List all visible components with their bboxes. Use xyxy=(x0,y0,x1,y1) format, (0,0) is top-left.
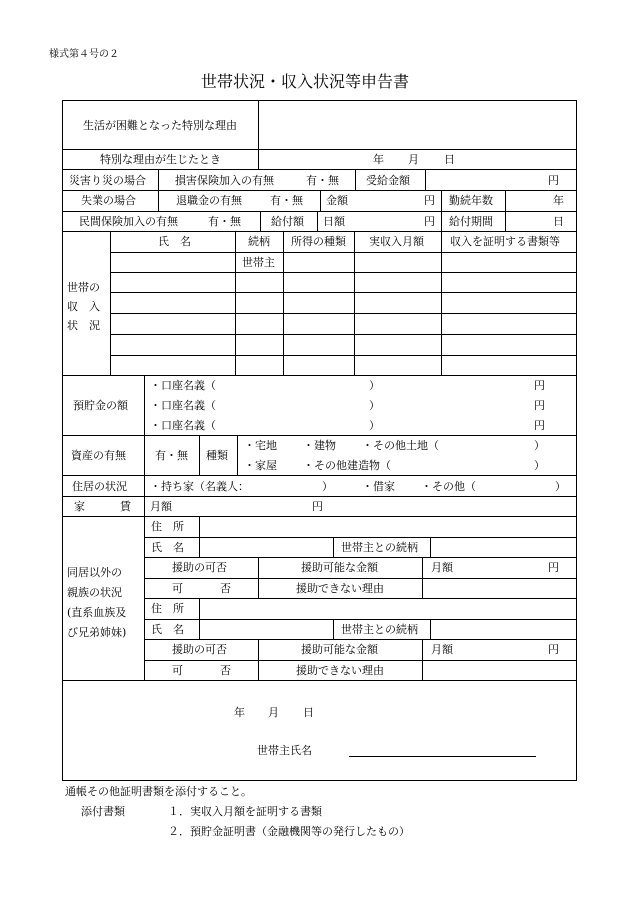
benefit-label: 給付額 xyxy=(271,215,304,228)
rent-yen: 円 xyxy=(312,500,323,513)
head-name-label: 世帯主氏名 xyxy=(257,744,312,757)
attach-note: 通帳その他証明書類を添付すること。 xyxy=(65,785,252,798)
relative1-hi[interactable]: 否 xyxy=(220,582,231,595)
form-number: 様式第４号の２ xyxy=(49,49,119,60)
relative2-hi[interactable]: 否 xyxy=(220,664,231,677)
benefit-daily-label: 日額 xyxy=(323,215,345,228)
service-years-unit: 年 xyxy=(553,194,564,207)
savings-yen-2: 円 xyxy=(534,399,545,412)
savings-close-2: ） xyxy=(369,399,380,412)
asset-other-land-close: ） xyxy=(534,439,545,452)
savings-account-1: ・口座名義（ xyxy=(150,379,216,392)
disaster-label: 災害り災の場合 xyxy=(69,174,146,187)
disaster-yen: 円 xyxy=(548,174,559,187)
savings-label: 預貯金の額 xyxy=(73,399,128,412)
savings-yen-1: 円 xyxy=(534,379,545,392)
relative1-no-reason-label: 援助できない理由 xyxy=(296,582,384,595)
relative2-amount-label: 援助可能な金額 xyxy=(301,643,378,656)
signature-year: 年 xyxy=(234,706,245,719)
retirement-yesno[interactable]: 有・無 xyxy=(270,194,303,207)
relative1-relation-label: 世帯主との続柄 xyxy=(341,541,418,554)
household-header-relation: 続柄 xyxy=(248,235,270,248)
relative2-address-label: 住 所 xyxy=(151,602,184,615)
relative1-amount-label: 援助可能な金額 xyxy=(301,561,378,574)
asset-other-structure-close: ） xyxy=(534,459,545,472)
occurred-year: 年 xyxy=(373,153,384,166)
asset-building: ・建物 xyxy=(303,439,336,452)
asset-other-structure: ・その他建造物（ xyxy=(303,459,391,472)
occurred-month: 月 xyxy=(408,153,419,166)
attach-docs-label: 添付書類 xyxy=(81,805,125,818)
relatives-section-label: 同居以外の 親族の状況 (直系血族及 び兄弟姉妹) xyxy=(67,566,127,639)
savings-close-3: ） xyxy=(369,419,380,432)
benefit-yen: 円 xyxy=(424,215,435,228)
head-name-field[interactable] xyxy=(349,740,536,756)
household-header-income-type: 所得の種類 xyxy=(291,235,346,248)
relative2-name-label: 氏 名 xyxy=(151,623,184,636)
disaster-insurance-label: 損害保険加入の有無 xyxy=(175,174,274,187)
relative2-monthly: 月額 xyxy=(431,643,453,656)
retirement-label: 退職金の有無 xyxy=(176,194,242,207)
residence-own: ・持ち家（名義人： xyxy=(150,480,249,493)
residence-other: ・その他（ xyxy=(421,480,476,493)
asset-land: ・宅地 xyxy=(244,439,277,452)
relative2-support-label: 援助の可否 xyxy=(172,643,227,656)
residence-rent: ・借家 xyxy=(362,480,395,493)
savings-close-1: ） xyxy=(369,379,380,392)
relative2-no-reason-label: 援助できない理由 xyxy=(296,664,384,677)
benefit-period-label: 給付期間 xyxy=(449,215,493,228)
relative1-address-label: 住 所 xyxy=(151,520,184,533)
rent-label-1: 家 xyxy=(74,500,85,513)
reason-label: 生活が困難となった特別な理由 xyxy=(83,119,237,132)
attach-doc-1: １．実収入月額を証明する書類 xyxy=(168,805,322,818)
retirement-amount-label: 金額 xyxy=(326,194,348,207)
household-header-name: 氏 名 xyxy=(158,235,191,248)
residence-label: 住居の状況 xyxy=(72,480,127,493)
household-header-proof-docs: 収入を証明する書類等 xyxy=(450,235,560,248)
unemployment-label: 失業の場合 xyxy=(81,194,136,207)
relative2-ka[interactable]: 可 xyxy=(172,664,183,677)
rent-monthly: 月額 xyxy=(150,500,172,513)
assets-yesno[interactable]: 有・無 xyxy=(155,449,188,462)
retirement-yen: 円 xyxy=(424,194,435,207)
reason-field[interactable] xyxy=(262,102,574,148)
private-insurance-yesno[interactable]: 有・無 xyxy=(208,215,241,228)
relative2-yen: 円 xyxy=(548,643,559,656)
assets-label: 資産の有無 xyxy=(71,449,126,462)
occurred-label: 特別な理由が生じたとき xyxy=(100,153,221,166)
savings-account-3: ・口座名義（ xyxy=(150,419,216,432)
relative1-ka[interactable]: 可 xyxy=(172,582,183,595)
household-head-relation: 世帯主 xyxy=(242,256,275,269)
rent-label-2: 賃 xyxy=(120,500,131,513)
savings-yen-3: 円 xyxy=(534,419,545,432)
savings-account-2: ・口座名義（ xyxy=(150,399,216,412)
signature-day: 日 xyxy=(303,706,314,719)
relative1-monthly: 月額 xyxy=(431,561,453,574)
attach-doc-2: ２．預貯金証明書（金融機関等の発行したもの） xyxy=(168,825,410,838)
benefit-period-unit: 日 xyxy=(553,215,564,228)
relative1-yen: 円 xyxy=(548,561,559,574)
signature-month: 月 xyxy=(268,706,279,719)
asset-other-land: ・その他土地（ xyxy=(362,439,439,452)
household-section-label: 世帯の 収 入 状 況 xyxy=(67,281,100,332)
relative1-support-label: 援助の可否 xyxy=(172,561,227,574)
relative1-name-label: 氏 名 xyxy=(151,541,184,554)
disaster-amount-label: 受給金額 xyxy=(366,174,410,187)
assets-type-label: 種類 xyxy=(206,449,228,462)
private-insurance-label: 民間保険加入の有無 xyxy=(79,215,178,228)
form-title: 世帯状況・収入状況等申告書 xyxy=(201,72,410,91)
relative2-relation-label: 世帯主との続柄 xyxy=(341,623,418,636)
occurred-day: 日 xyxy=(444,153,455,166)
service-years-label: 勤続年数 xyxy=(449,194,493,207)
residence-other-close: ） xyxy=(555,480,566,493)
disaster-yesno[interactable]: 有・無 xyxy=(306,174,339,187)
asset-house: ・家屋 xyxy=(244,459,277,472)
residence-own-close: ） xyxy=(322,480,333,493)
household-header-monthly-income: 実収入月額 xyxy=(369,235,424,248)
